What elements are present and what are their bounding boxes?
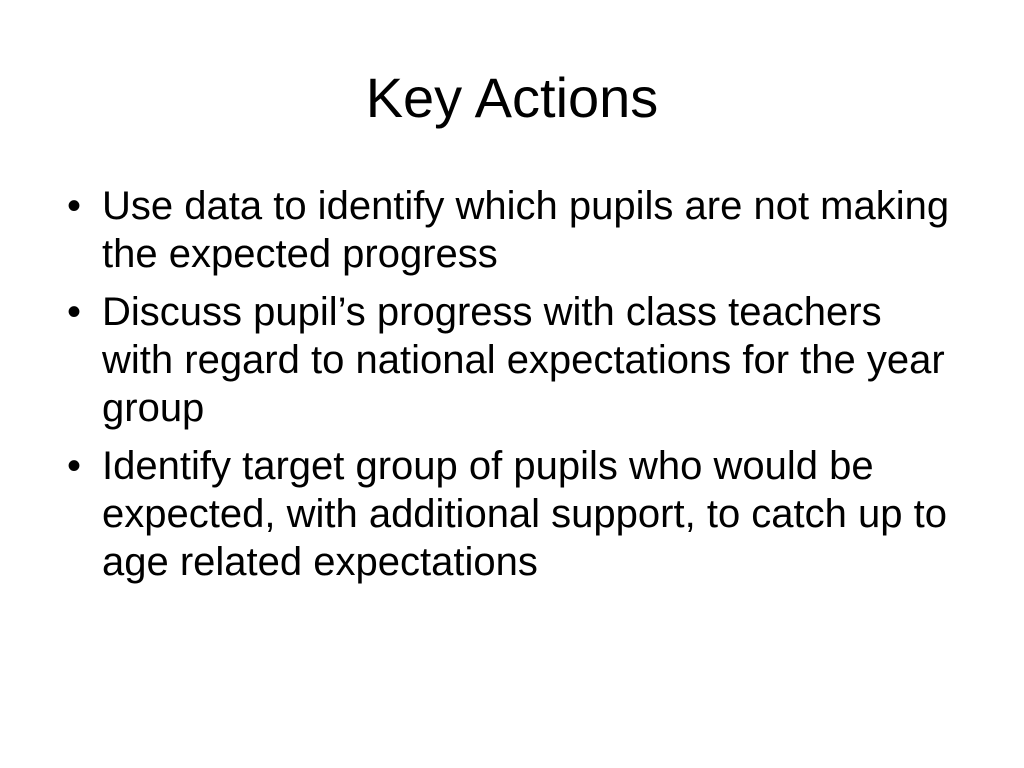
bullet-item bbox=[60, 442, 960, 586]
bullet-text: Use data to identify which pupils are not making the expected progress bbox=[102, 184, 950, 276]
bullet-marker: • bbox=[66, 290, 81, 334]
bullet-item bbox=[60, 288, 960, 432]
slide-title: Key Actions bbox=[365, 66, 659, 129]
bullet-marker: • bbox=[66, 184, 81, 228]
bullet-list bbox=[60, 182, 960, 596]
bullet-item bbox=[60, 182, 960, 278]
bullet-text: Discuss pupil’s progress with class teachers with regard to national expectations for the year group bbox=[102, 290, 945, 430]
bullet-marker: • bbox=[66, 444, 81, 488]
bullet-text: Identify target group of pupils who would be expected, with additional support, to catch up to age related expectations bbox=[102, 444, 947, 584]
